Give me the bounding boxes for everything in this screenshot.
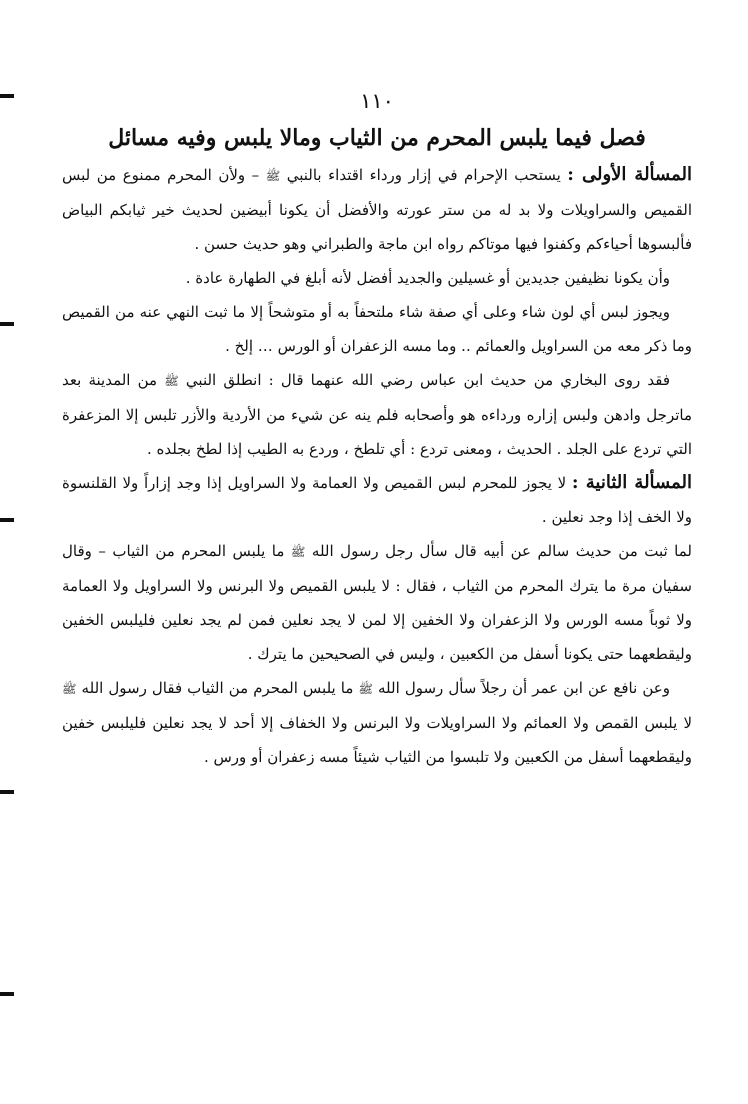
paragraph-text: ما يلبس المحرم من الثياب فقال رسول الله xyxy=(76,679,359,697)
paragraph xyxy=(62,671,692,774)
paragraph-text: لا يلبس القمص ولا العمائم ولا السراويلات ولا البرنس ولا الخفاف إلا أحد لا يجد نعلين فليلبس خفين وليقطعهما أسفل من الكعبين ولا تلبسوا من الثياب شيئاً مسه زعفران أو ورس . xyxy=(62,714,692,766)
page-number: ١١٠ xyxy=(360,89,394,113)
paragraph xyxy=(62,534,692,671)
salutation-glyph: ﷺ xyxy=(290,545,306,559)
paragraph: وأن يكونا نظيفين جديدين أو غسيلين والجديد أفضل لأنه أبلغ في الطهارة عادة . xyxy=(185,269,670,287)
page-body xyxy=(62,84,692,774)
paragraph-text: – ولأن المحرم ممنوع من لبس القميص والسراويلات ولا بد له من ستر عورته والأفضل أن يكونا أبيضين لحديث خير ثيابكم البياض فألبسوها أحياءكم وكفنوا فيها موتاكم رواه ابن ماجة والطبراني وهو حديث حسن . xyxy=(62,166,692,253)
question-label: المسألة الثانية : xyxy=(571,472,692,493)
paragraph xyxy=(62,363,692,466)
paragraph-text: ما يلبس المحرم من الثياب – وقال سفيان مرة ما يترك المحرم من الثياب ، فقال : لا يلبس القميص ولا البرنس ولا السراويل ولا العمامة ولا ثوباً مسه الورس ولا الزعفران ولا الخفين إلا لمن لا يجد نعلين فمن لم يجد نعلين فليلبس الخفين وليقطعهما حتى يكونا أسفل من الكعبين ، وليس في الصحيحين ما يترك . xyxy=(62,542,692,663)
edge-mark xyxy=(0,992,14,996)
salutation-glyph: ﷺ xyxy=(62,682,77,696)
paragraph-text: يستحب الإحرام في إزار ورداء اقتداء بالنبي xyxy=(280,166,568,184)
paragraph-text: من المدينة بعد ماترجل وادهن ولبس إزاره ورداءه هو وأصحابه فلم ينه عن شيء من الأردية والأزر تلبس إلا المزعفرة التي تردع على الجلد . الحديث ، ومعنى تردع : أي تلطخ ، وردع به الطيب إذا لطخ بجلده . xyxy=(62,371,692,458)
edge-mark xyxy=(0,322,14,326)
paragraph-text: لا يجوز للمحرم لبس القميص ولا العمامة ولا السراويل إذا وجد إزاراً ولا القلنسوة ولا الخف إذا وجد نعلين . xyxy=(62,474,692,526)
salutation-glyph: ﷺ xyxy=(358,682,373,696)
edge-mark xyxy=(0,518,14,522)
edge-mark xyxy=(0,94,14,98)
paragraph-text: لما ثبت من حديث سالم عن أبيه قال سأل رجل رسول الله xyxy=(305,542,692,560)
paragraph: ويجوز لبس أي لون شاء وعلى أي صفة شاء ملتحفاً به أو متوشحاً إلا ما ثبت النهي عنه من القميص وما ذكر معه من السراويل والعمائم .. وما مسه الزعفران أو الورس … إلخ . xyxy=(62,303,692,355)
salutation-glyph: ﷺ xyxy=(164,374,179,388)
question-label: المسألة الأولى : xyxy=(567,164,692,185)
paragraph xyxy=(62,466,692,534)
paragraph-text: فقد روى البخاري من حديث ابن عباس رضي الله عنهما قال : انطلق النبي xyxy=(178,371,670,389)
salutation-glyph: ﷺ xyxy=(265,169,281,183)
paragraph-text: وعن نافع عن ابن عمر أن رجلاً سأل رسول الله xyxy=(372,679,670,697)
chapter-title: فصل فيما يلبس المحرم من الثياب ومالا يلبس وفيه مسائل xyxy=(108,125,646,151)
paragraph xyxy=(62,158,692,261)
edge-mark xyxy=(0,790,14,794)
